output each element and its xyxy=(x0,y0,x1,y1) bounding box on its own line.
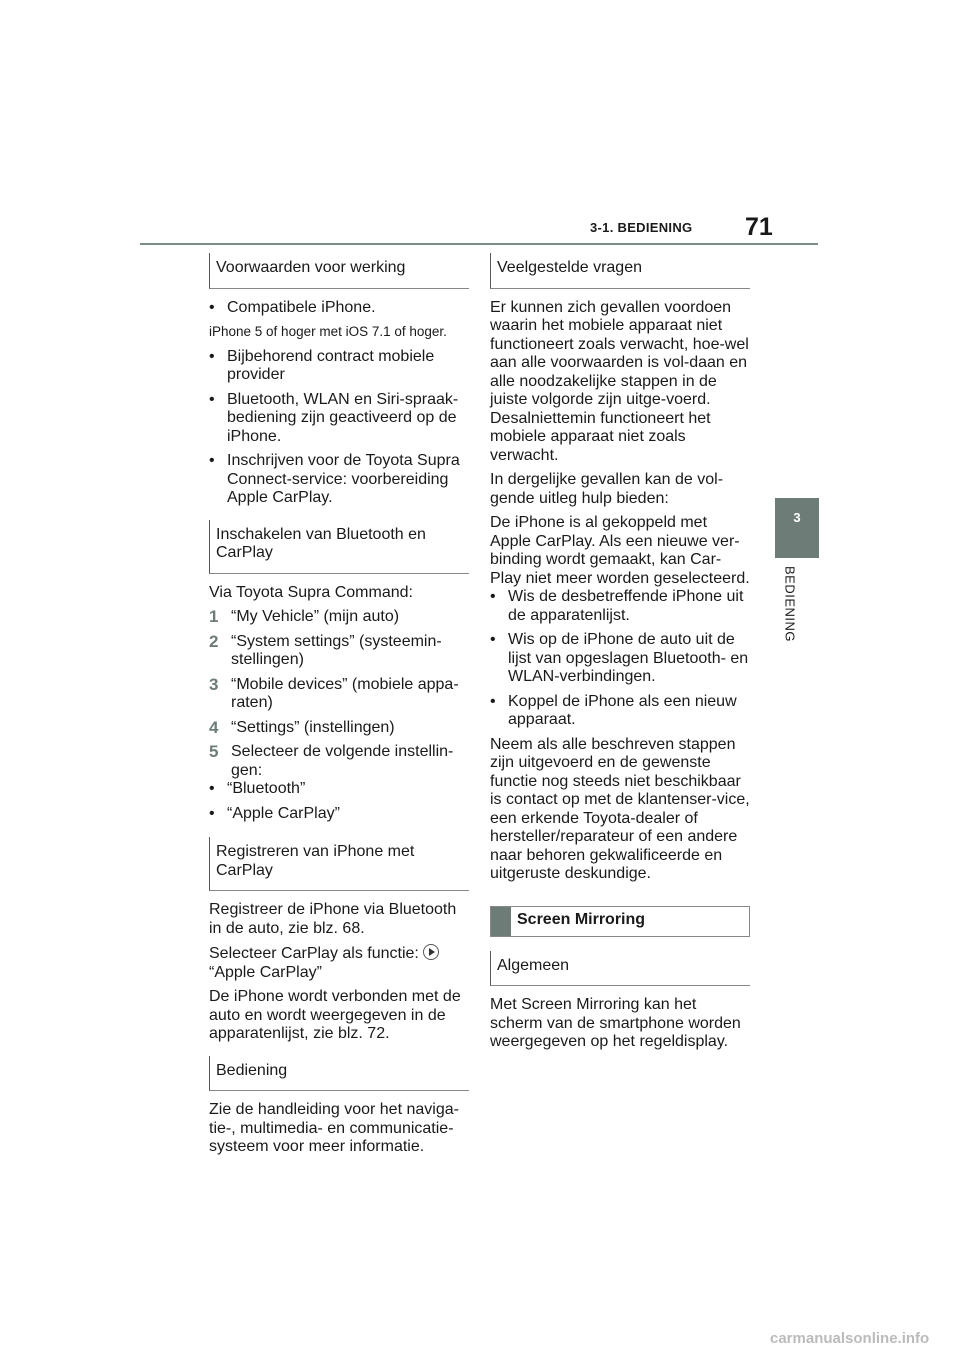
section-heading: Screen Mirroring xyxy=(490,906,750,937)
step-item: 5 Selecteer de volgende instellin-gen: xyxy=(209,742,454,779)
list-item: • “Bluetooth” xyxy=(209,780,469,799)
paragraph: De iPhone is al gekoppeld met Apple CarPlay. Als een nieuwe ver-binding wordt gemaakt, kan Car-Play niet meer worden geselecteerd. xyxy=(490,514,750,587)
header-divider xyxy=(140,243,818,245)
section-marker xyxy=(491,907,511,936)
paragraph: In dergelijke gevallen kan de vol-gende uitleg hulp bieden: xyxy=(490,471,724,507)
list-item: • “Apple CarPlay” xyxy=(209,805,469,824)
intro-text: Via Toyota Supra Command: xyxy=(209,583,413,601)
list-item: • Inschrijven voor de Toyota Supra Connect-service: voorbereiding Apple CarPlay. xyxy=(209,452,469,508)
right-column xyxy=(490,253,750,1058)
list-item: • Koppel de iPhone als een nieuw apparaat. xyxy=(490,693,750,730)
step-item: 2 “System settings” (systeemin-stellingen) xyxy=(209,631,442,668)
step-item: 3 “Mobile devices” (mobiele appa-raten) xyxy=(209,674,459,711)
list-item: • Wis de desbetreffende iPhone uit de apparatenlijst. xyxy=(490,588,750,625)
paragraph: De iPhone wordt verbonden met de auto en wordt weergegeven in de apparatenlijst, zie blz. 72. xyxy=(209,988,461,1042)
subheading-faq: Veelgestelde vragen xyxy=(490,253,750,289)
chapter-label: BEDIENING xyxy=(782,566,798,643)
list-item: • Wis op de iPhone de auto uit de lijst van opgeslagen Bluetooth- en WLAN-verbindingen. xyxy=(490,631,750,687)
arrow-icon xyxy=(423,944,439,960)
subheading-register: Registreren van iPhone met CarPlay xyxy=(209,837,469,891)
page-number: 71 xyxy=(745,213,773,241)
list-item: • Bijbehorend contract mobiele provider xyxy=(209,348,469,385)
step-item: 1 “My Vehicle” (mijn auto) xyxy=(209,607,400,626)
subheading-general: Algemeen xyxy=(490,951,750,987)
note: iPhone 5 of hoger met iOS 7.1 of hoger. xyxy=(209,324,447,339)
list-item: • Compatibele iPhone. xyxy=(209,299,469,318)
subheading-enable: Inschakelen van Bluetooth en CarPlay xyxy=(209,520,469,574)
subheading-requirements: Voorwaarden voor werking xyxy=(209,253,469,289)
paragraph: Zie de handleiding voor het naviga-tie-, multimedia- en communicatie-systeem voor meer informatie. xyxy=(209,1101,459,1155)
paragraph: Registreer de iPhone via Bluetooth in de auto, zie blz. 68. xyxy=(209,901,457,937)
section-title: 3-1. BEDIENING xyxy=(590,220,693,235)
chapter-tab: 3 xyxy=(775,498,819,558)
paragraph: Neem als alle beschreven stappen zijn uitgevoerd en de gewenste functie nog steeds niet beschikbaar is contact op met de klantenser-vice, een erkende Toyota-dealer of hersteller/reparateur of een andere naar behoren gekwalificeerde en uitgeruste deskundige. xyxy=(490,735,750,882)
paragraph: Er kunnen zich gevallen voordoen waarin het mobiele apparaat niet functioneert zoals verwacht, hoe-wel aan alle voorwaarden is vol-daan en alle noodzakelijke stappen in de juiste volgorde zijn uitge-voerd. Desalniettemin functioneert het mobiele apparaat niet zoals verwacht. xyxy=(490,298,749,464)
list-item: • Bluetooth, WLAN en Siri-spraak-bediening zijn geactiveerd op de iPhone. xyxy=(209,391,469,447)
subheading-operation: Bediening xyxy=(209,1056,469,1092)
watermark: carmanualsonline.info xyxy=(770,1330,930,1347)
paragraph: Selecteer CarPlay als functie: “Apple CarPlay” xyxy=(209,944,469,982)
step-item: 4 “Settings” (instellingen) xyxy=(209,717,395,737)
left-column xyxy=(209,253,469,1163)
paragraph: Met Screen Mirroring kan het scherm van de smartphone worden weergegeven op het regeldisplay. xyxy=(490,996,741,1050)
